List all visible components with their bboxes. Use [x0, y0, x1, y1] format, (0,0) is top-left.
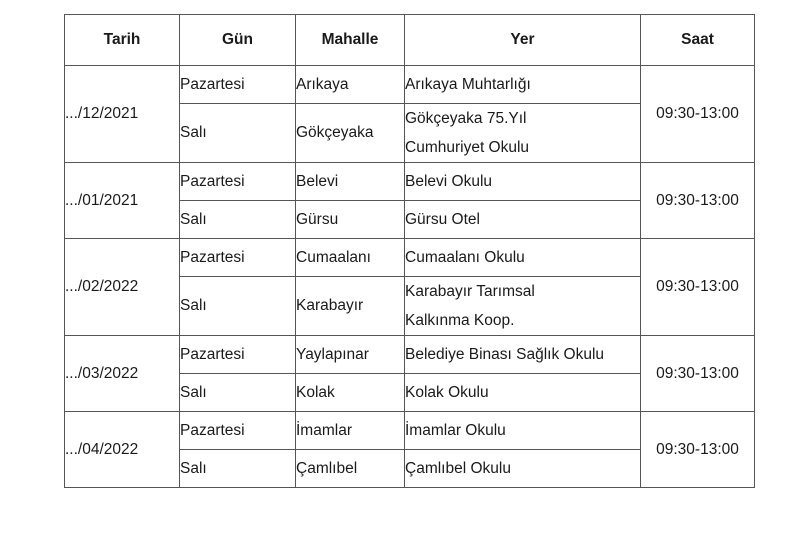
day-cell: Salı — [180, 450, 296, 488]
location-line: Gürsu Otel — [405, 211, 480, 228]
day-cell: Pazartesi — [180, 239, 296, 277]
table-row — [65, 66, 755, 104]
header-mahalle: Mahalle — [296, 15, 405, 66]
location-cell — [405, 201, 641, 239]
date-cell: .../04/2022 — [65, 412, 180, 488]
header-yer: Yer — [405, 15, 641, 66]
date-cell: .../03/2022 — [65, 336, 180, 412]
location-line: Belevi Okulu — [405, 173, 493, 190]
table-row — [65, 163, 755, 201]
date-cell: .../01/2021 — [65, 163, 180, 239]
location-cell — [405, 163, 641, 201]
table-row — [65, 336, 755, 374]
time-cell: 09:30-13:00 — [641, 412, 755, 488]
schedule-table — [64, 14, 755, 488]
location-cell — [405, 374, 641, 412]
header-row — [65, 15, 755, 66]
location-cell — [405, 277, 641, 336]
day-cell: Salı — [180, 201, 296, 239]
neighborhood-cell: Çamlıbel — [296, 450, 405, 488]
date-cell: .../02/2022 — [65, 239, 180, 336]
day-cell: Pazartesi — [180, 66, 296, 104]
location-cell — [405, 239, 641, 277]
location-line: Cumaalanı Okulu — [405, 249, 525, 266]
day-cell: Pazartesi — [180, 336, 296, 374]
location-line: Kalkınma Koop. — [405, 312, 515, 329]
neighborhood-cell: Arıkaya — [296, 66, 405, 104]
location-cell — [405, 336, 641, 374]
table-row — [65, 239, 755, 277]
day-cell: Pazartesi — [180, 412, 296, 450]
date-cell: .../12/2021 — [65, 66, 180, 163]
neighborhood-cell: Belevi — [296, 163, 405, 201]
neighborhood-cell: Kolak — [296, 374, 405, 412]
day-cell: Salı — [180, 104, 296, 163]
neighborhood-cell: Gürsu — [296, 201, 405, 239]
time-cell: 09:30-13:00 — [641, 163, 755, 239]
neighborhood-cell: Yaylapınar — [296, 336, 405, 374]
location-line: Belediye Binası Sağlık Okulu — [405, 346, 605, 363]
location-line: Çamlıbel Okulu — [405, 460, 511, 477]
day-cell: Salı — [180, 374, 296, 412]
location-line: Karabayır Tarımsal — [405, 283, 535, 300]
neighborhood-cell: Karabayır — [296, 277, 405, 336]
location-cell — [405, 450, 641, 488]
day-cell: Pazartesi — [180, 163, 296, 201]
header-gun: Gün — [180, 15, 296, 66]
header-tarih: Tarih — [65, 15, 180, 66]
neighborhood-cell: İmamlar — [296, 412, 405, 450]
location-line: Arıkaya Muhtarlığı — [405, 76, 531, 93]
location-cell — [405, 104, 641, 163]
location-line: Cumhuriyet Okulu — [405, 139, 530, 156]
time-cell: 09:30-13:00 — [641, 336, 755, 412]
day-cell: Salı — [180, 277, 296, 336]
location-cell — [405, 66, 641, 104]
time-cell: 09:30-13:00 — [641, 239, 755, 336]
table-row — [65, 412, 755, 450]
location-line: İmamlar Okulu — [405, 422, 506, 439]
location-cell — [405, 412, 641, 450]
neighborhood-cell: Cumaalanı — [296, 239, 405, 277]
neighborhood-cell: Gökçeyaka — [296, 104, 405, 163]
header-saat: Saat — [641, 15, 755, 66]
location-line: Kolak Okulu — [405, 384, 489, 401]
location-line: Gökçeyaka 75.Yıl — [405, 110, 527, 127]
time-cell: 09:30-13:00 — [641, 66, 755, 163]
